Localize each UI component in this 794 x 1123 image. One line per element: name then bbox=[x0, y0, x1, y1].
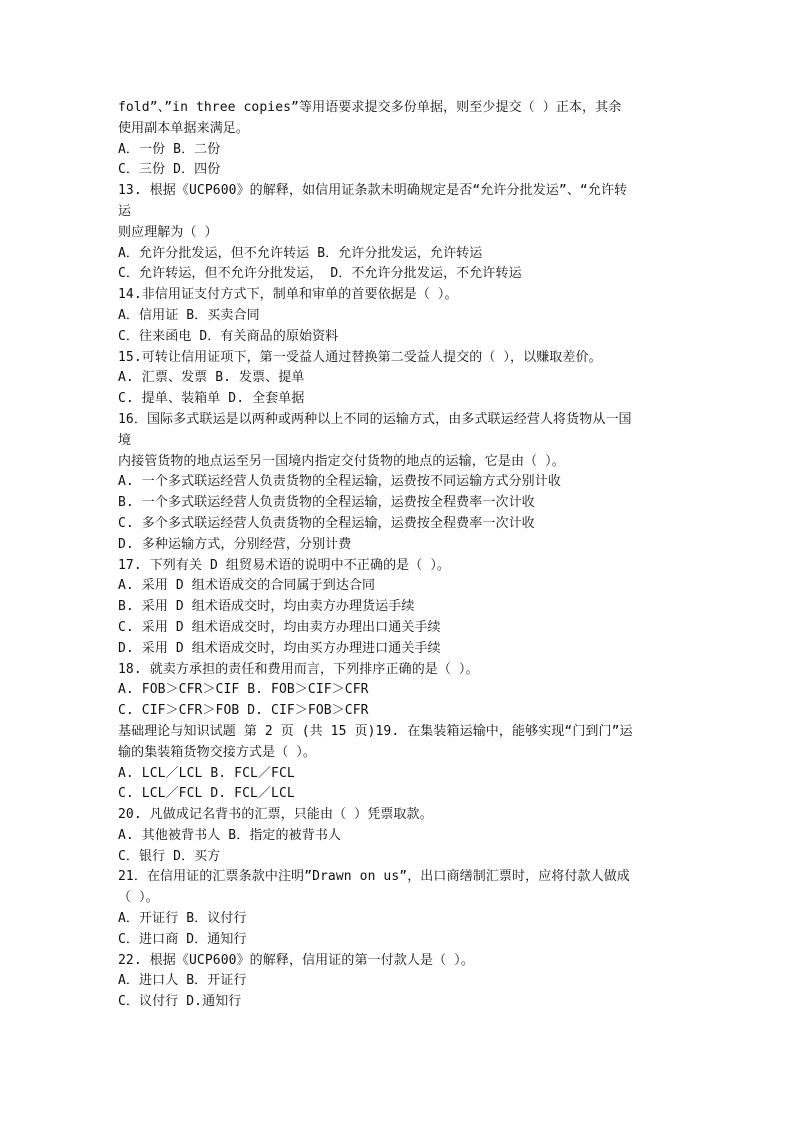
text-line: C．议付行 D.通知行 bbox=[118, 994, 242, 1010]
text-line: C. 多个多式联运经营人负责货物的全程运输，运费按全程费率一次计收 bbox=[118, 515, 535, 531]
question-16: 16．国际多式联运是以两种或两种以上不同的运输方式，由多式联运经营人将货物从一国 bbox=[118, 411, 632, 427]
text-line: C. CIF＞CFR＞FOB D. CIF＞FOB＞CFR bbox=[118, 703, 369, 719]
text-line: C. LCL／FCL D. FCL／LCL bbox=[118, 786, 295, 802]
text-line: A. 一个多式联运经营人负责货物的全程运输，运费按不同运输方式分别计收 bbox=[118, 474, 561, 490]
document-body bbox=[118, 98, 688, 1013]
text-line: C．银行 D．买方 bbox=[118, 848, 221, 864]
text-line: （ ）。 bbox=[118, 890, 159, 906]
question-22: 22. 根据《UCP600》的解释，信用证的第一付款人是（ ）。 bbox=[118, 952, 474, 968]
text-line: C. 采用 D 组术语成交时，均由卖方办理出口通关手续 bbox=[118, 619, 441, 635]
text-line: A. LCL／LCL B. FCL／FCL bbox=[118, 765, 295, 781]
text-line: fold”、”in three copies”等用语要求提交多份单据，则至少提交（ ）正本，其余 bbox=[118, 100, 622, 115]
text-line: 运 bbox=[118, 203, 132, 219]
text-line: B. 采用 D 组术语成交时，均由卖方办理货运手续 bbox=[118, 599, 415, 615]
question-15: 15.可转让信用证项下，第一受益人通过替换第二受益人提交的（ ），以赚取差价。 bbox=[118, 349, 602, 365]
text-line: 内接管货物的地点运至另一国境内指定交付货物的地点的运输，它是由（ ）。 bbox=[118, 453, 565, 469]
question-21: 21．在信用证的汇票条款中注明”Drawn on us”，出口商缮制汇票时，应将付款人做成 bbox=[118, 869, 630, 885]
text-line: 则应理解为（ ） bbox=[118, 224, 218, 240]
text-line: A．一份 B．二份 bbox=[118, 141, 221, 157]
text-line: A．允许分批发运，但不允许转运 B．允许分批发运，允许转运 bbox=[118, 245, 483, 261]
text-line: C．允许转运，但不允许分批发运， D．不允许分批发运，不允许转运 bbox=[118, 266, 522, 282]
question-20: 20. 凡做成记名背书的汇票，只能由（ ）凭票取款。 bbox=[118, 807, 433, 823]
question-18: 18. 就卖方承担的责任和费用而言，下列排序正确的是（ ）。 bbox=[118, 661, 479, 677]
text-line: 输的集装箱货物交接方式是（ ）。 bbox=[118, 744, 316, 760]
text-line: D. 采用 D 组术语成交时，均由买方办理进口通关手续 bbox=[118, 640, 441, 656]
text-line: C．往来函电 D．有关商品的原始资料 bbox=[118, 328, 339, 344]
text-line: B. 一个多式联运经营人负责货物的全程运输，运费按全程费率一次计收 bbox=[118, 495, 535, 511]
text-line: A. 采用 D 组术语成交的合同属于到达合同 bbox=[118, 578, 376, 594]
text-line: A. 汇票、发票 B. 发票、提单 bbox=[118, 370, 305, 386]
question-17: 17. 下列有关 D 组贸易术语的说明中不正确的是（ ）。 bbox=[118, 557, 451, 573]
text-line: C．进口商 D．通知行 bbox=[118, 931, 247, 947]
text-line: C．三份 D．四份 bbox=[118, 162, 221, 178]
text-line: A．进口人 B．开证行 bbox=[118, 973, 247, 989]
question-14: 14.非信用证支付方式下，制单和审单的首要依据是（ ）。 bbox=[118, 287, 458, 303]
text-line: A．信用证 B．买卖合同 bbox=[118, 307, 260, 323]
text-line: D. 多种运输方式，分别经营，分别计费 bbox=[118, 536, 352, 552]
question-19: 基础理论与知识试题 第 2 页 (共 15 页)19. 在集装箱运输中，能够实现“门到门”运 bbox=[118, 723, 633, 739]
text-line: 境 bbox=[118, 432, 132, 448]
text-line: C. 提单、装箱单 D. 全套单据 bbox=[118, 391, 305, 407]
text-line: A. FOB＞CFR＞CIF B. FOB＞CIF＞CFR bbox=[118, 682, 369, 698]
question-13: 13. 根据《UCP600》的解释，如信用证条款未明确规定是否“允许分批发运”、“允许转 bbox=[118, 183, 628, 199]
text-line: 使用副本单据来满足。 bbox=[118, 120, 250, 136]
text-line: A．开证行 B．议付行 bbox=[118, 911, 247, 927]
text-line: A. 其他被背书人 B．指定的被背书人 bbox=[118, 827, 342, 843]
